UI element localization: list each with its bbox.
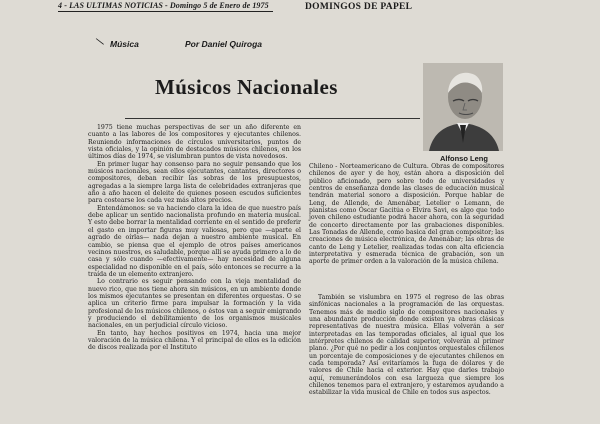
paragraph: También se vislumbra en 1975 el regreso de las obras sinfónicas nacionales a la programación de las orquestas. Tenemos más de medio siglo de compositores nacionales y una abundante producción donde existen ya obras clásicas representativas de nuestra música. Ellas volverán a ser interpretadas en las temporadas oficiales, al igual que los intérpretes chilenos de calidad superior, volverán al primer plano. ¿Por qué no pedir a los conjuntos orquestales chilenos un porcentaje de composiciones y de ejecutantes chilenos en cada temporada? Así evitaríamos la fuga de dólares y de valores de Chile hacia el exterior. Hay que darles trabajo aquí, remunerándolos con esa largueza que siempre los chilenos tenemos para el extranjero, y estaremos ayudando a estabilizar la vida musical de Chile en todos sus aspectos.	[309, 294, 504, 397]
masthead: 4 - LAS ULTIMAS NOTICIAS - Domingo 5 de Enero de 1975	[58, 1, 269, 10]
article-column-right	[309, 163, 504, 266]
slash-mark: \	[94, 35, 106, 48]
photo-caption: Alfonso Leng	[440, 154, 488, 163]
masthead-rule	[58, 11, 273, 12]
portrait-photo	[423, 63, 503, 151]
title-rule	[125, 118, 420, 119]
byline-category: Música	[110, 39, 139, 49]
paragraph: Lo contrario es seguir pensando con la vieja mentalidad de nuevo rico, que nos tiene ahora sin músicos, en un ambiente donde los mismos ejecutantes se presentan en diferentes orquestas. O se aplica un criterio firme para impulsar la formación y la vida profesional de los músicos chilenos, o éstos van a seguir emigrando y produciendo el debilitamiento de los organismos musicales nacionales, en un perjudicial círculo vicioso.	[88, 278, 301, 330]
article-column-right-continued	[309, 294, 504, 397]
section-title: DOMINGOS DE PAPEL	[305, 2, 413, 12]
article-title: Músicos Nacionales	[155, 75, 338, 99]
paragraph: 1975 tiene muchas perspectivas de ser un año diferente en cuanto a las labores de los compositores y ejecutantes chilenos. Reuniendo informaciones de círculos universitarios, puntos de vista oficiales, y la opinión de destacados músicos chilenos, en los últimos días de 1974, se vislumbran puntos de vista novedosos.	[88, 124, 301, 161]
paragraph: Entendámonos: se va haciendo clara la idea de que nuestro país debe aplicar un sentido nacionalista profundo en materia musical. Y esto debe borrar la mentalidad corriente en el sentido de preferir el gasto en importar figuras muy valiosas, pero que —aparte el agrado de oírlas— nada dejan a nuestro ambiente musical. En cambio, se piensa que el ejemplo de otros países americanos vecinos nuestros, es saludable, porque allí se ayuda primero a lo de casa y sólo cuando —efectivamente— hay necesidad de alguna especialidad no disponible en el país, sólo entonces se recurre a la traída de un elemento extranjero.	[88, 204, 301, 278]
paragraph: En tanto, hay hechos positivos en 1974, hacia una mejor valoración de la música chilena. Y el principal de ellos es la edición de discos realizada por el Instituto	[88, 329, 301, 352]
paragraph: En primer lugar hay consenso para no seguir pensando que los músicos nacionales, sean ellos ejecutantes, cantantes, directores o compositores, deban recibir las sobras de los presupuestos, agregadas a la siempre larga lista de celebridades extranjeras que año a año hacen el deleite de quienes poseen escudos suficientes para costearse los cada vez más altos precios.	[88, 160, 301, 205]
article-column-left	[88, 124, 301, 352]
byline-author: Por Daniel Quiroga	[185, 39, 262, 49]
paragraph: Chileno - Norteamericano de Cultura. Obras de compositores chilenos de ayer y de hoy, están ahora a disposición del público aficionado, pero sobre todo de universidades y centros de enseñanza donde las clases de educación musical tendrán material sonoro a disposición. Porque hablar de Leng, de Allende, de Amenábar, Letelier o Lemann, de pianistas como Óscar Gacitúa o Elvira Savi, es algo que todo joven chileno estudiante podrá hacer ahora, con la seguridad de concerto directamente por las grabaciones disponibles. Las Tonadas de Allende, como basica del gran compositor; las creaciones de música electrónica, de Amenábar; las obras de canto de Leng y Letelier, realizadas todas con alta eficiencia interpretativa y esmerada técnica de grabación, son un aporte de primer orden a la valoración de la música chilena.	[309, 163, 504, 266]
